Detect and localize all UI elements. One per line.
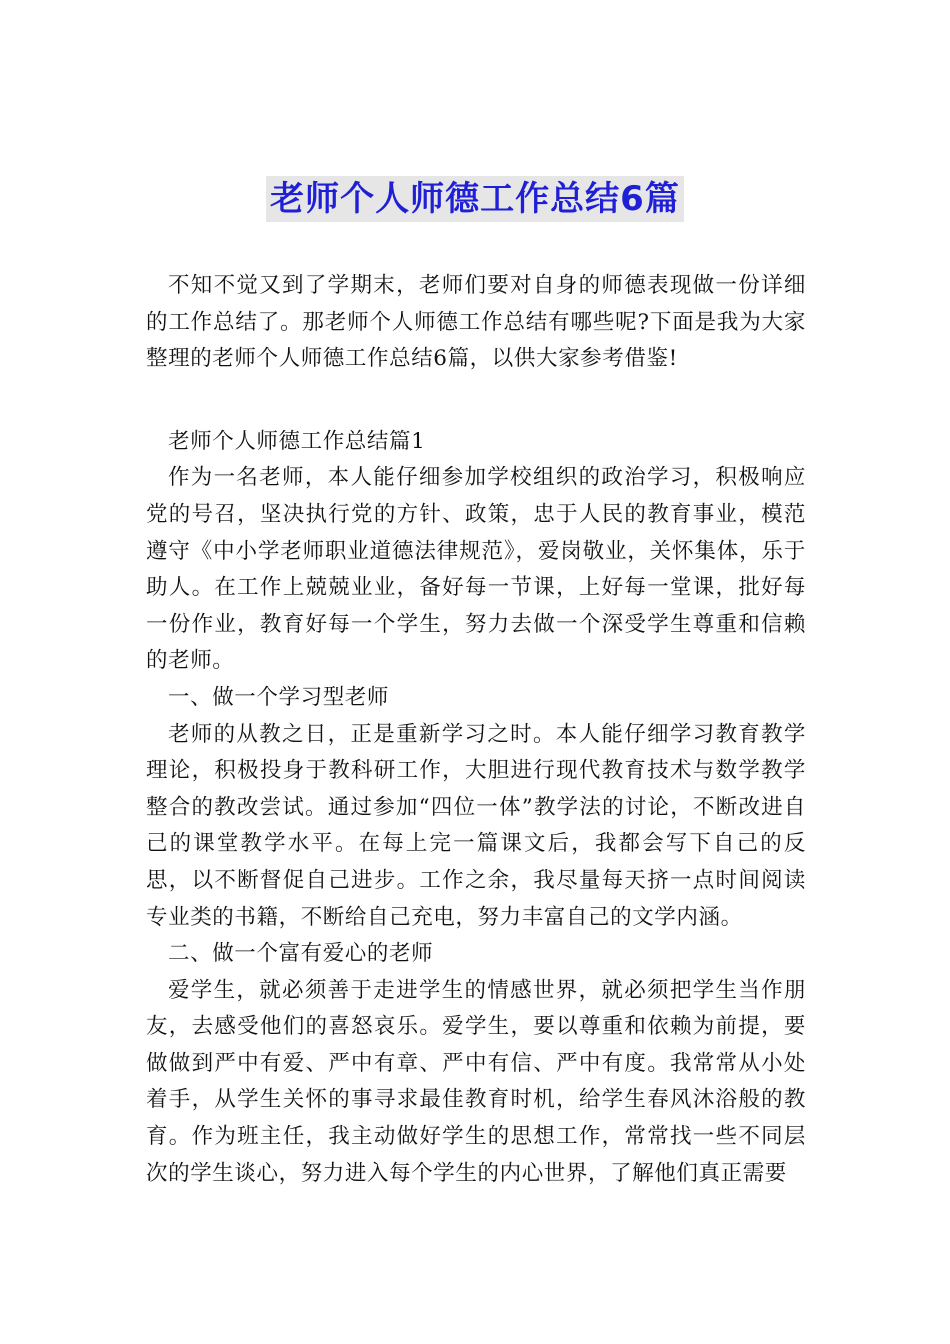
- document-body: [146, 268, 806, 1192]
- section-paragraph-3: 爱学生，就必须善于走进学生的情感世界，就必须把学生当作朋友，去感受他们的喜怒哀乐。爱学生，要以尊重和依赖为前提，要做做到严中有爱、严中有章、严中有信、严中有度。我常常从小处着手，从学生关怀的事寻求最佳教育时机，给学生春风沐浴般的教育。作为班主任，我主动做好学生的思想工作，常常找一些不同层次的学生谈心，努力进入每个学生的内心世界，了解他们真正需要: [146, 977, 806, 1186]
- section-heading: 老师个人师德工作总结篇1: [168, 428, 426, 454]
- section-paragraph-2: 老师的从教之日，正是重新学习之时。本人能仔细学习教育教学理论，积极投身于教科研工作，大胆进行现代教育技术与数学教学整合的教改尝试。通过参加“四位一体”教学法的讨论，不断改进自己的课堂教学水平。在每上完一篇课文后，我都会写下自己的反思，以不断督促自己进步。工作之余，我尽量每天挤一点时间阅读专业类的书籍，不断给自己充电，努力丰富自己的文学内涵。: [146, 721, 806, 930]
- subheading-1: 一、做一个学习型老师: [168, 684, 390, 710]
- subheading-2: 二、做一个富有爱心的老师: [168, 941, 434, 967]
- title-container: [0, 176, 950, 222]
- intro-paragraph: 不知不觉又到了学期末，老师们要对自身的师德表现做一份详细的工作总结了。那老师个人师德工作总结有哪些呢?下面是我为大家整理的老师个人师德工作总结6篇，以供大家参考借鉴!: [146, 273, 806, 372]
- document-title: 老师个人师德工作总结6篇: [266, 176, 684, 222]
- paragraph-gap: [146, 378, 806, 424]
- section-paragraph-1: 作为一名老师，本人能仔细参加学校组织的政治学习，积极响应党的号召，坚决执行党的方针、政策，忠于人民的教育事业，模范遵守《中小学老师职业道德法律规范》，爱岗敬业，关怀集体，乐于助人。在工作上兢兢业业，备好每一节课，上好每一堂课，批好每一份作业，教育好每一个学生，努力去做一个深受学生尊重和信赖的老师。: [146, 465, 806, 674]
